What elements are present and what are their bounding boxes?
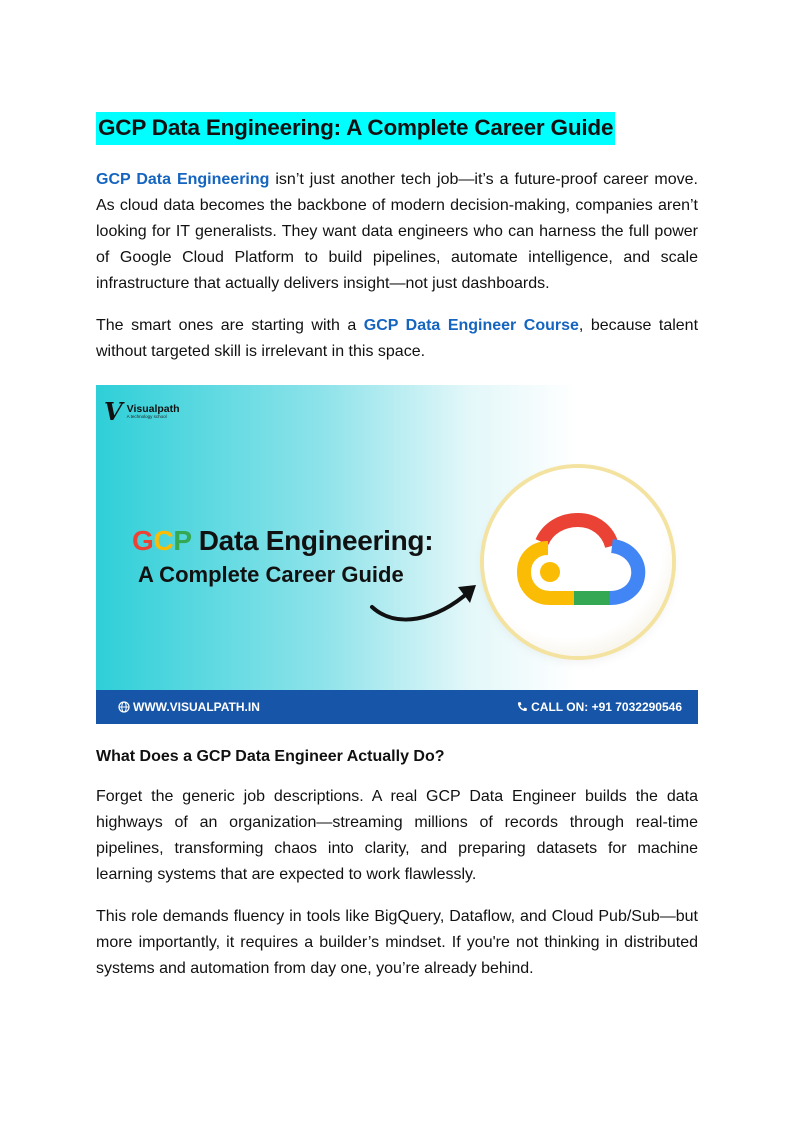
- banner-heading-letter-c: C: [153, 525, 174, 556]
- intro-paragraph-text: isn’t just another tech job—it’s a future-proof career move. As cloud data becomes the backbone of modern decision-making, companies aren’t looking for IT generalists. They want data engineers who can harness the full power of Google Cloud Platform to build pipelines, automate intelligence, and scale infrastructure that actually delivers insight—not just dashboards.: [96, 171, 699, 292]
- gcp-data-engineer-course-link[interactable]: GCP Data Engineer Course: [363, 317, 579, 334]
- visualpath-logo-mark: V: [104, 397, 123, 426]
- tools-paragraph: This role demands fluency in tools like BigQuery, Dataflow, and Cloud Pub/Sub—but more importantly, it requires a builder’s mindset. If you're not thinking in distributed systems and automation from day one, you’re already behind.: [96, 908, 698, 977]
- intro-paragraph: [96, 167, 698, 297]
- visualpath-logo-name: Visualpath: [126, 402, 180, 415]
- course-paragraph: [96, 313, 698, 365]
- google-cloud-icon: [484, 468, 672, 656]
- document-page: [96, 112, 698, 982]
- banner-subheading: A Complete Career Guide: [138, 562, 404, 587]
- globe-icon: [118, 701, 130, 713]
- gcp-data-engineering-link[interactable]: GCP Data Engineering: [96, 171, 270, 188]
- visualpath-logo-tagline: A technology school: [126, 414, 167, 419]
- course-paragraph-before: The smart ones are starting with a: [96, 317, 364, 334]
- phone-icon: [516, 701, 528, 713]
- course-paragraph-after: , because talent without targeted skill is irrelevant in this space.: [96, 317, 699, 360]
- banner-heading-rest: Data Engineering:: [191, 525, 434, 556]
- banner-website: WWW.VISUALPATH.IN: [133, 700, 260, 714]
- banner-call-number: CALL ON: +91 7032290546: [531, 700, 682, 714]
- banner-heading: [132, 525, 433, 557]
- google-cloud-logo-badge: [484, 468, 672, 656]
- banner-footer: [96, 690, 698, 724]
- banner-heading-letter-p: P: [173, 525, 192, 556]
- curved-arrow-icon: [366, 577, 482, 629]
- page-title: GCP Data Engineering: A Complete Career Guide: [96, 112, 615, 145]
- banner-heading-letter-g: G: [132, 525, 154, 556]
- visualpath-logo: [104, 397, 180, 426]
- role-description-paragraph: Forget the generic job descriptions. A real GCP Data Engineer builds the data highways of an organization—streaming millions of records through real-time pipelines, transforming chaos into clarity, and preparing datasets for machine learning systems that are expected to work flawlessly.: [96, 788, 698, 883]
- section-heading: What Does a GCP Data Engineer Actually Do?: [96, 748, 445, 765]
- course-banner-image: [96, 385, 698, 724]
